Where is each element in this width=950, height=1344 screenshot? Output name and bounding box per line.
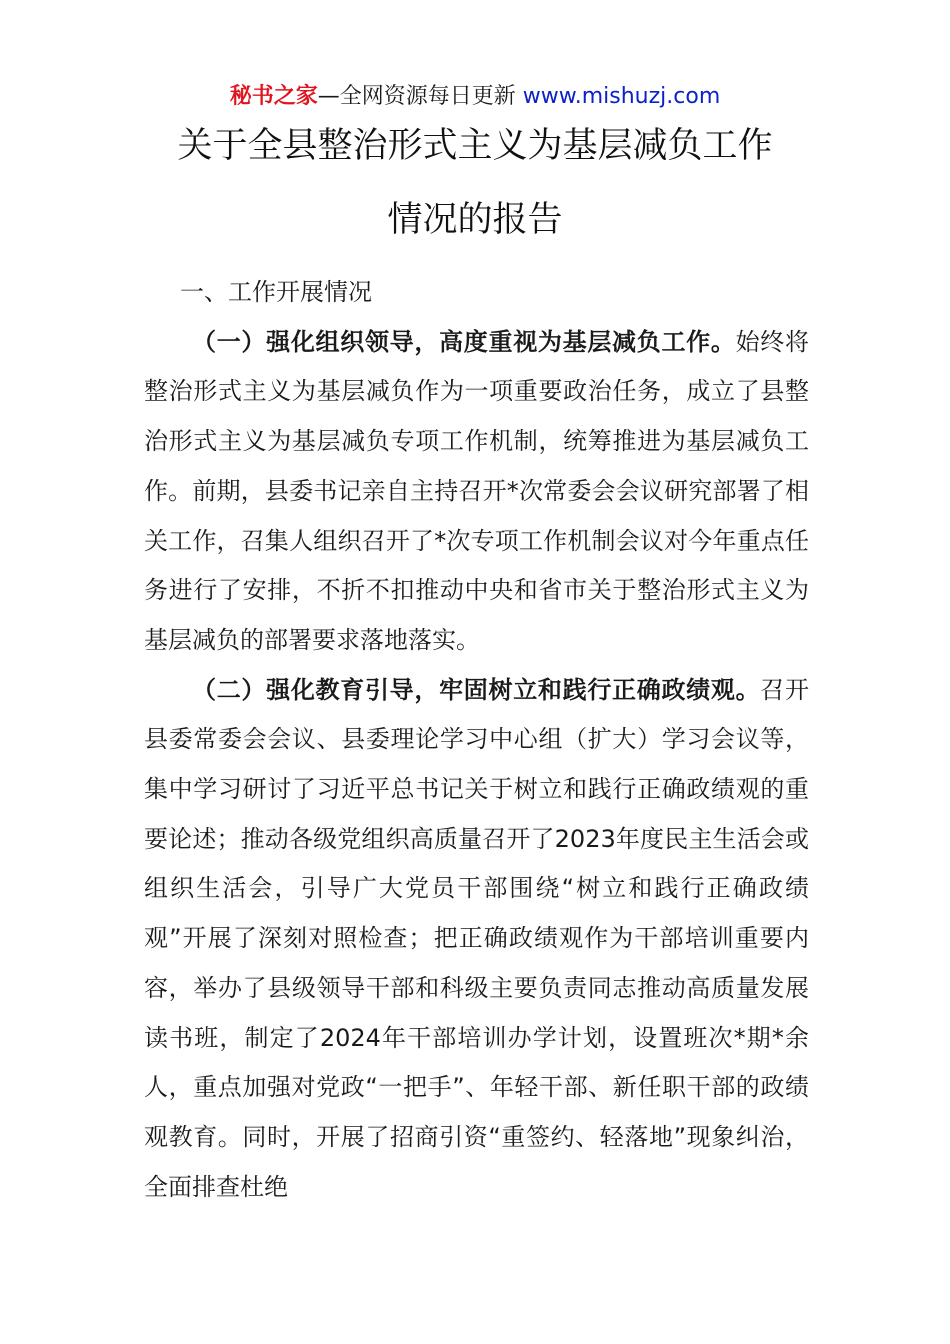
brand-name: 秘书之家 xyxy=(229,84,318,109)
document-title-line-2: 情况的报告 xyxy=(387,200,563,240)
site-url[interactable]: www.mishuzj.com xyxy=(522,84,721,109)
paragraph-2-lead: （二）强化教育引导，牢固树立和践行正确政绩观。 xyxy=(192,675,761,704)
paragraph-1-lead: （一）强化组织领导，高度重视为基层减负工作。 xyxy=(192,327,736,356)
paragraph-1-text: 始终将整治形式主义为基层减负作为一项重要政治任务，成立了县整治形式主义为基层减负专项工作机制，统筹推进为基层减负工作。前期，县委书记亲自主持召开*次常委会会议研究部署了相关工作，召集人组织召开了*次专项工作机制会议对今年重点任务进行了安排，不折不扣推动中央和省市关于整治形式主义为基层减负的部署要求落地落实。 xyxy=(144,327,810,654)
section-heading: 一、工作开展情况 xyxy=(180,278,372,306)
document-title-line-1: 关于全县整治形式主义为基层减负工作 xyxy=(177,126,773,166)
paragraph-1 xyxy=(144,318,809,666)
header-tagline: —全网资源每日更新 xyxy=(317,84,523,109)
paragraph-2 xyxy=(144,666,809,1213)
paragraph-2-text: 召开县委常委会会议、县委理论学习中心组（扩大）学习会议等，集中学习研讨了习近平总书记关于树立和践行正确政绩观的重要论述；推动各级党组织高质量召开了2023年度民主生活会或组织生活会，引导广大党员干部围绕“树立和践行正确政绩观”开展了深刻对照检查；把正确政绩观作为干部培训重要内容，举办了县级领导干部和科级主要负责同志推动高质量发展读书班，制定了2024年干部培训办学计划，设置班次*期*余人，重点加强对党政“一把手”、年轻干部、新任职干部的政绩观教育。同时，开展了招商引资“重签约、轻落地”现象纠治，全面排查杜绝 xyxy=(144,675,810,1201)
site-header xyxy=(0,82,950,112)
document-body xyxy=(144,268,809,1212)
